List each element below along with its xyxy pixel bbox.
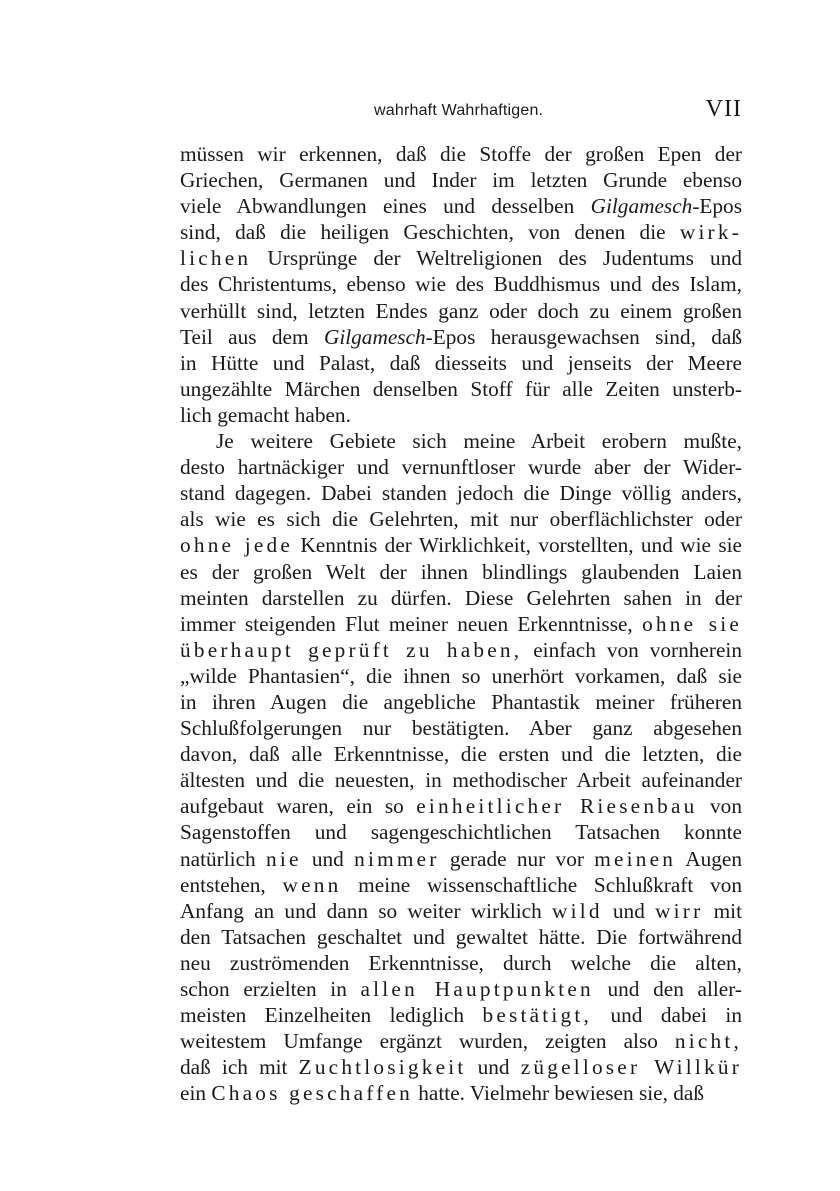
text-segment: den Tatsachen geschaltet und gewaltet hätte. Die fortwährend [180,924,742,949]
text-segment: entstehen, [180,872,283,897]
spaced-emphasis: meinen [594,846,677,871]
text-segment: schon erzielten in [180,977,361,1001]
text-segment: ältesten und die neuesten, in methodischer Arbeit aufeinander [180,768,742,793]
spaced-emphasis: nicht, [674,1029,742,1054]
text-segment: viele Abwandlungen eines und desselben [180,194,591,219]
text-line [180,898,742,924]
text-segment: und den aller- [593,977,742,1001]
text-segment: es der großen Welt der ihnen blindlings glaubenden Laien [180,559,742,584]
spaced-emphasis: nie [265,846,302,871]
text-line [180,741,742,767]
text-segment: als wie es sich die Gelehrten, mit nur oberflächlichster oder [180,507,742,532]
spaced-emphasis: nimmer [354,846,440,871]
text-segment: des Christentums, ebenso wie des Buddhismus und des Islam, [180,272,742,297]
spaced-emphasis: wirk- [679,220,742,245]
text-line [180,846,742,872]
text-line [180,350,742,376]
text-segment: desto hartnäckiger und vernunftloser wurde aber der Wider- [180,455,742,480]
text-segment: stand dagegen. Dabei standen jedoch die Dinge völlig anders, [180,481,742,506]
text-segment: in ihren Augen die angebliche Phantastik meiner früheren [180,689,742,714]
text-segment: müssen wir erkennen, daß die Stoffe der großen Epen der [180,142,742,166]
text-line [180,611,742,637]
text-segment: Je weitere Gebiete sich meine Arbeit erobern mußte, [216,429,742,454]
body-text [180,141,742,1106]
text-segment: „wilde Phantasien“, die ihnen so unerhört vorkamen, daß sie [180,663,742,688]
text-segment: Anfang an und dann so weiter wirklich [180,898,553,923]
text-segment: neu zuströmenden Erkenntnisse, durch welche die alten, [180,950,742,975]
text-segment: lich gemacht haben. [180,402,351,427]
spaced-emphasis: wild [552,898,603,923]
text-line [180,167,742,193]
text-line [180,245,742,271]
text-segment: meinten darstellen zu dürfen. Diese Gelehrten sahen in der [180,585,742,610]
text-line [180,872,742,898]
spaced-emphasis: allen Hauptpunkten [360,977,594,1001]
text-line [180,715,742,741]
text-line [180,376,742,402]
text-segment: Augen [676,846,743,871]
italic-text: Gilgamesch [323,324,426,349]
text-line [180,1054,742,1080]
text-line [180,767,742,793]
spaced-emphasis: zügelloser Willkür [520,1055,742,1080]
text-line [180,559,742,585]
text-segment: -Epos herausgewachsen sind, daß [425,324,742,349]
text-segment: meisten Einzelheiten lediglich [180,1003,483,1028]
text-line [180,1028,742,1054]
text-line [180,480,742,506]
text-line [180,793,742,819]
text-line [180,219,742,245]
spaced-emphasis: Chaos geschaffen [211,1081,413,1106]
text-segment: gerade nur vor [439,846,595,871]
spaced-emphasis: Zuchtlosigkeit [298,1055,467,1080]
text-line [180,585,742,611]
spaced-emphasis: wenn [282,872,342,897]
text-segment: einfach von vornherein [522,637,742,662]
text-segment: ein [180,1081,212,1106]
spaced-emphasis: einheitlicher Riesenbau [416,794,698,819]
text-line [180,324,742,350]
text-line [180,637,742,663]
text-segment: -Epos [692,194,742,219]
text-line [180,1002,742,1028]
text-segment: hatte. Vielmehr bewiesen sie, daß [412,1081,705,1106]
text-segment: meine wissenschaftliche Schlußkraft von [341,872,742,897]
text-segment: in Hütte und Palast, daß diesseits und jenseits der Meere [180,350,742,375]
text-segment: und [602,898,656,923]
running-title: wahrhaft Wahrhaftigen. [374,102,544,119]
text-line [180,454,742,480]
paragraph [180,428,742,1106]
text-line [180,976,742,1002]
text-segment: daß ich mit [180,1055,299,1080]
spaced-emphasis: ohne jede [180,533,294,558]
text-line [180,819,742,845]
text-segment: aufgebaut waren, ein so [180,794,417,819]
text-segment: immer steigenden Flut meiner neuen Erkenntnisse, [180,611,643,636]
text-segment: Sagenstoffen und sagengeschichtlichen Tatsachen konnte [180,820,742,845]
text-segment: davon, daß alle Erkenntnisse, die ersten und die letzten, die [180,742,742,767]
text-line [180,506,742,532]
spaced-emphasis: überhaupt geprüft zu haben, [180,637,523,662]
text-line [180,1080,742,1106]
text-segment: und [301,846,355,871]
text-segment: Kenntnis der Wirklichkeit, vorstellten, und wie sie [293,533,742,558]
text-segment: Teil aus dem [180,324,324,349]
spaced-emphasis: lichen [180,246,252,271]
text-segment: Ursprünge der Weltreligionen des Judentums und [251,246,742,271]
text-line [180,924,742,950]
text-segment: und [466,1055,521,1080]
paragraph [180,141,742,428]
text-line [180,298,742,324]
text-segment: natürlich [180,846,266,871]
spaced-emphasis: ohne sie [642,611,743,636]
italic-text: Gilgamesch [590,194,693,219]
text-line [180,271,742,297]
text-segment: Schlußfolgerungen nur bestätigten. Aber ganz abgesehen [180,716,742,741]
text-segment: von [697,794,742,819]
text-line [180,402,742,428]
page-number: VII [705,96,742,122]
text-segment: verhüllt sind, letzten Endes ganz oder doch zu einem großen [180,298,742,323]
text-segment: ungezählte Märchen denselben Stoff für alle Zeiten unsterb- [180,376,742,401]
text-segment: sind, daß die heiligen Geschichten, von denen die [180,220,680,245]
text-line [180,689,742,715]
spaced-emphasis: bestätigt, [482,1003,593,1028]
text-line [180,193,742,219]
text-segment: Griechen, Germanen und Inder im letzten Grunde ebenso [180,168,742,193]
text-line [180,532,742,558]
text-line [180,428,742,454]
spaced-emphasis: wirr [655,898,704,923]
text-line [180,663,742,689]
page-header [180,96,742,126]
text-segment: und dabei in [592,1003,743,1028]
text-segment: weitestem Umfange ergänzt wurden, zeigten also [180,1029,675,1054]
text-line [180,950,742,976]
text-segment: mit [703,898,742,923]
text-line [180,141,742,167]
